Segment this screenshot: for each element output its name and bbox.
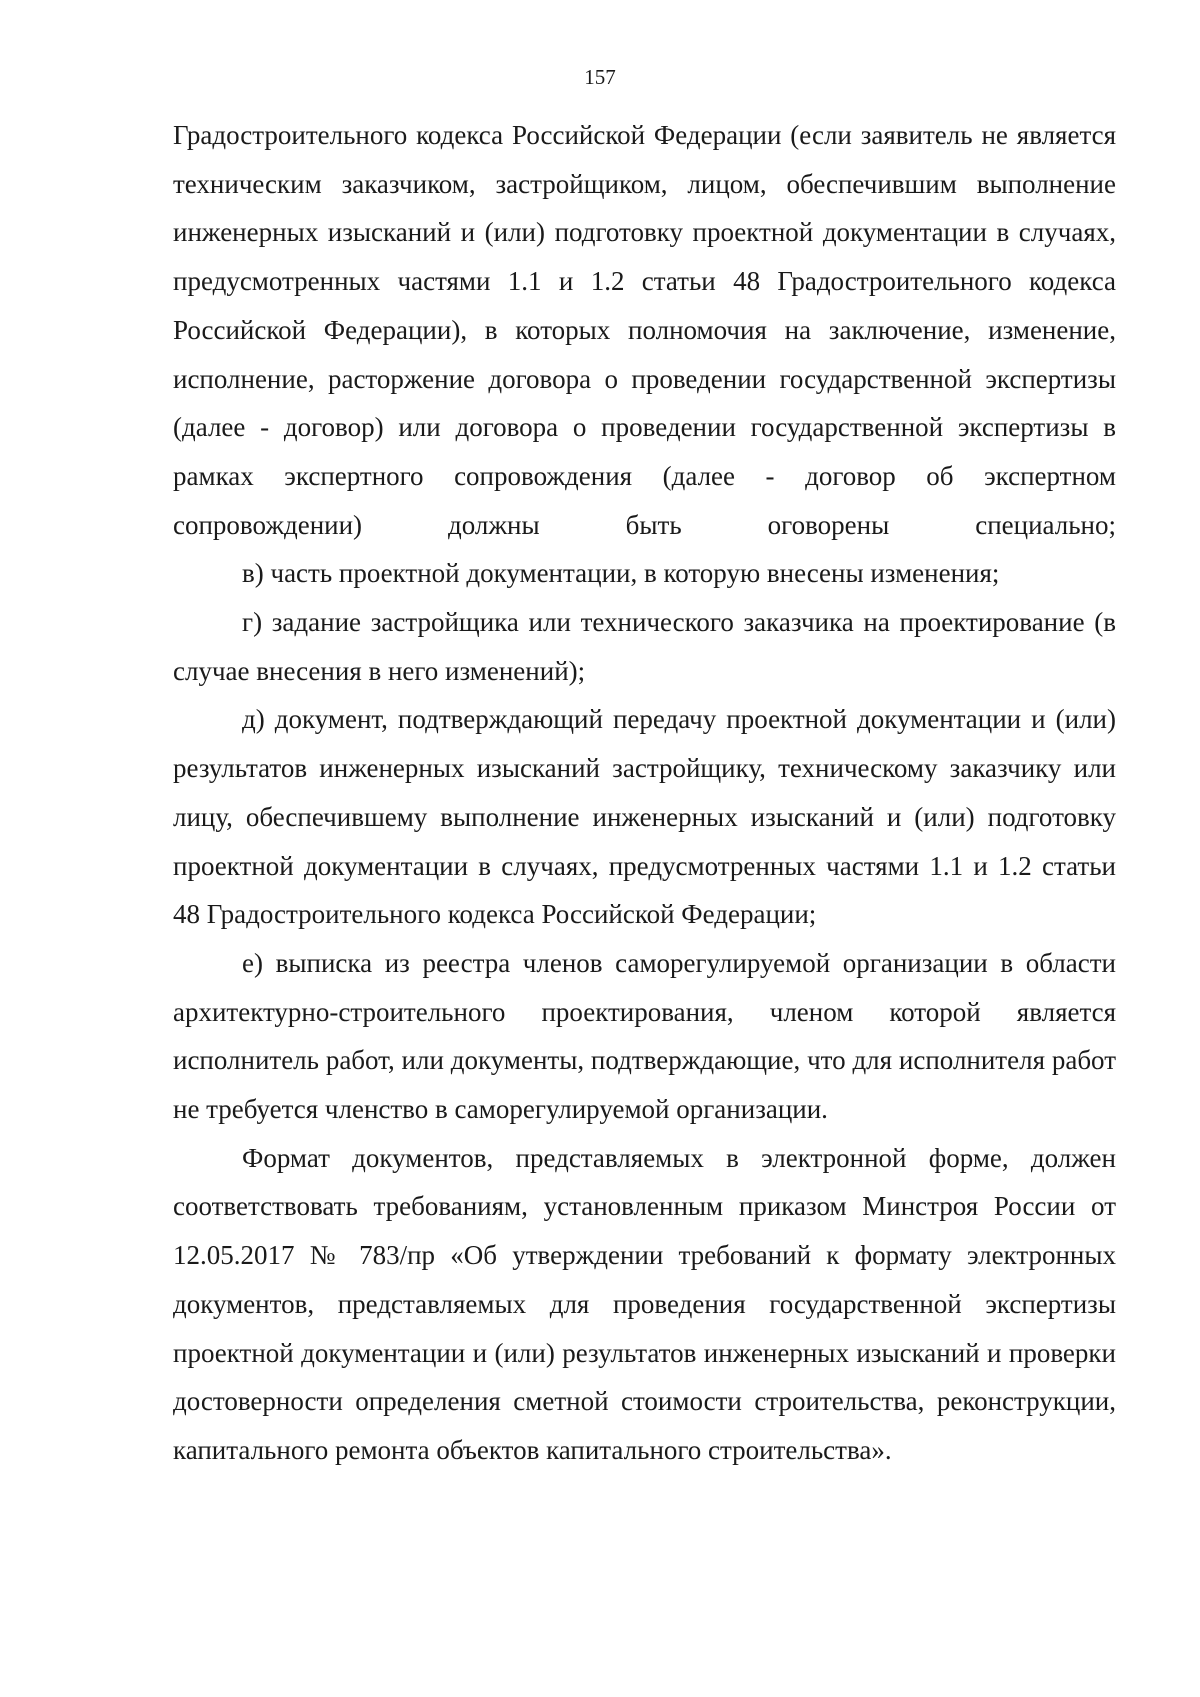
paragraph-item-g: г) задание застройщика или технического заказчика на проектирование (в случае внесения в него изменений);: [173, 607, 1116, 686]
page-number: 157: [584, 65, 616, 89]
document-body: [173, 111, 1116, 1475]
paragraph-item-d: д) документ, подтверждающий передачу проектной документации и (или) результатов инженерных изысканий застройщику, техническому заказчику или лицу, обеспечившему выполнение инженерных изысканий и (или) подготовку проектной документации в случаях, предусмотренных частями 1.1 и 1.2 статьи 48 Градостроительного кодекса Российской Федерации;: [173, 704, 1116, 930]
paragraph-item-v: в) часть проектной документации, в которую внесены изменения;: [242, 558, 1000, 589]
paragraph-item-e: е) выписка из реестра членов саморегулируемой организации в области архитектурно-строительного проектирования, членом которой является исполнитель работ, или документы, подтверждающие, что для исполнителя работ не требуется членство в саморегулируемой организации.: [173, 947, 1116, 1125]
paragraph-format-requirements: Формат документов, представляемых в электронной форме, должен соответствовать требованиям, установленным приказом Минстроя России от 12.05.2017 № 783/пр «Об утверждении требований к формату электронных документов, представляемых для проведения государственной экспертизы проектной документации и (или) результатов инженерных изысканий и проверки достоверности определения сметной стоимости строительства, реконструкции, капитального ремонта объектов капитального строительства».: [173, 1142, 1116, 1465]
paragraph-continuation: Градостроительного кодекса Российской Федерации (если заявитель не является техническим заказчиком, застройщиком, лицом, обеспечившим выполнение инженерных изысканий и (или) подготовку проектной документации в случаях, предусмотренных частями 1.1 и 1.2 статьи 48 Градостроительного кодекса Российской Федерации), в которых полномочия на заключение, изменение, исполнение, расторжение договора о проведении государственной экспертизы (далее - договор) или договора о проведении государственной экспертизы в рамках экспертного сопровождения (далее - договор об экспертном сопровождении) должны быть оговорены специально;: [173, 120, 1116, 540]
